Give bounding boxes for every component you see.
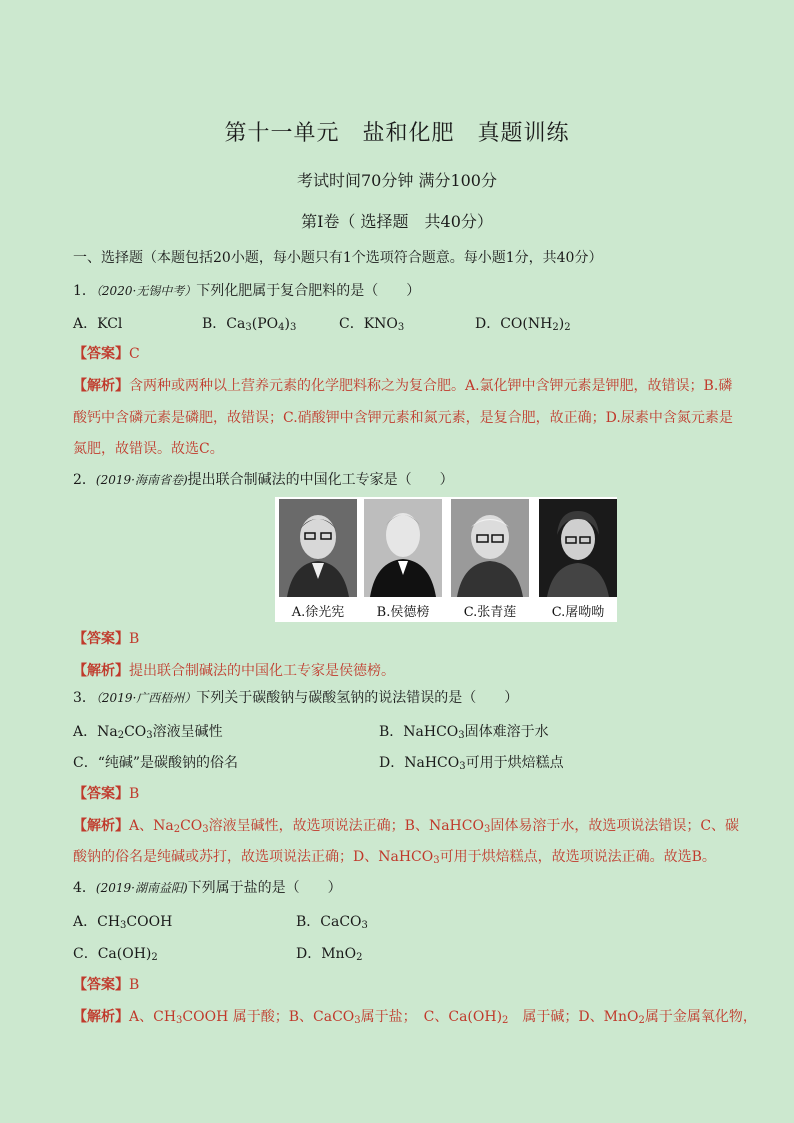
q1-analysis-line-2: 酸钙中含磷元素是磷肥，故错误；C.硝酸钾中含钾元素和氮元素，是复合肥，故正确；D.尿素中含氮元素是	[73, 410, 733, 426]
q3-option-d: D．NaHCO$_3$可用于烘焙糕点	[379, 755, 564, 772]
q1-analysis-line-3: 氮肥，故错误。故选C。	[73, 441, 224, 457]
q2-analysis-line-1: 【解析】提出联合制碱法的中国化工专家是侯德榜。	[73, 663, 395, 679]
scientist-photos	[275, 497, 617, 622]
q1-option-a: A．KCl	[73, 316, 123, 332]
question-1-stem	[73, 281, 754, 301]
q1-option-b: B．$Ca_3(PO_4)_3$	[202, 316, 297, 333]
photo-caption: C.张青莲	[463, 605, 517, 620]
q1-answer: 【答案】C	[73, 346, 140, 362]
q4-analysis-line-1: 【解析】A、$CH_3COOH$ 属于酸；B、CaCO$_3$属于盐； C、$Ca(OH)_2$ 属于碱；D、MnO$_2$属于金属氧化物，	[73, 1009, 757, 1026]
photo-caption: A.徐光宪	[291, 605, 345, 620]
question-2-stem: 2．(2019·海南省卷)提出联合制碱法的中国化工专家是（ ）	[73, 472, 454, 488]
portrait-photo	[364, 499, 442, 597]
question-source: （2020·无锡中考）	[95, 284, 197, 298]
question-3-stem: 3．（2019·广西梧州）下列关于碳酸钠与碳酸氢钠的说法错误的是（ ）	[73, 690, 519, 706]
q4-answer: 【答案】B	[73, 977, 140, 993]
q3-option-b: B．NaHCO$_3$固体难溶于水	[379, 724, 549, 741]
q1-option-c: C．$KNO_3$	[339, 316, 405, 333]
q3-answer: 【答案】B	[73, 786, 140, 802]
question-text: 下列化肥属于复合肥料的是（ ）	[196, 283, 421, 299]
q1-analysis-line-1: 【解析】含两种或两种以上营养元素的化学肥料称之为复合肥。A.氯化钾中含钾元素是钾肥，故错误；B.磷	[73, 378, 733, 394]
question-number: 1．	[73, 283, 96, 299]
q4-option-d: D．MnO$_2$	[296, 946, 363, 963]
q1-option-d: D．$CO(NH_2)_2$	[475, 316, 571, 333]
q3-analysis-line-2: 酸钠的俗名是纯碱或苏打，故选项说法正确；D、NaHCO$_3$可用于烘焙糕点，故选项说法正确。故选B。	[73, 849, 716, 866]
q4-option-c: C．$Ca(OH)_2$	[73, 946, 158, 963]
q2-answer: 【答案】B	[73, 631, 140, 647]
section-intro: 一、选择题（本题包括20小题，每小题只有1个选项符合题意。每小题1分，共40分）	[73, 250, 603, 266]
portrait-photo	[279, 499, 357, 597]
page-title: 第十一单元 盐和化肥 真题训练	[224, 121, 570, 146]
photo-caption: C.屠呦呦	[551, 605, 605, 620]
portrait-photo	[539, 499, 617, 597]
exam-info: 考试时间70分钟 满分100分	[297, 171, 497, 190]
q3-analysis-line-1: 【解析】A、$Na_2CO_3$溶液呈碱性，故选项说法正确；B、NaHCO$_3$固体易溶于水，故选项说法错误；C、碳	[73, 818, 740, 835]
q4-option-b: B．CaCO$_3$	[296, 914, 368, 931]
part-heading: 第Ⅰ卷（ 选择题 共40分）	[301, 212, 493, 231]
q3-option-a: A．$Na_2CO_3$溶液呈碱性	[73, 724, 223, 741]
q4-option-a: A．$CH_3COOH$	[73, 914, 173, 931]
photo-caption: B.侯德榜	[376, 605, 430, 620]
portrait-photo	[451, 499, 529, 597]
question-4-stem: 4．(2019·湖南益阳)下列属于盐的是（ ）	[73, 880, 342, 896]
q3-option-c: C．“纯碱”是碳酸钠的俗名	[73, 755, 239, 771]
